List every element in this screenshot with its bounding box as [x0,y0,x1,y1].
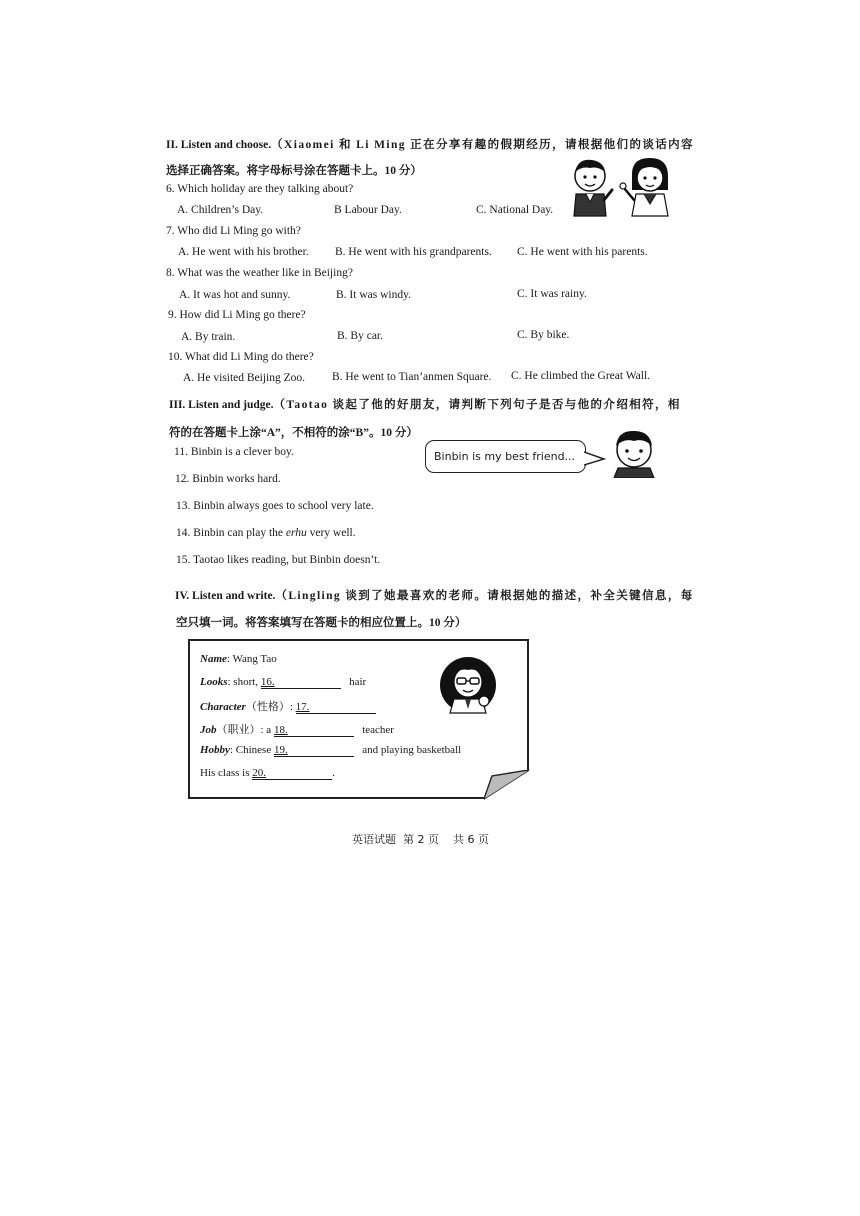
section-2-instruction-line1: （Xiaomei 和 Li Ming 正在分享有趣的假期经历，请根据他们的谈话内容 [271,139,694,151]
question-9: 9. How did Li Ming go there? [168,309,306,321]
section-3-instruction-line2: 符的在答题卡上涂“A”，不相符的涂“B”。10 分） [169,427,418,439]
q6-option-a: A. Children’s Day. [177,204,264,216]
page-footer: 英语试题 第 2 页 共 6 页 [352,833,489,846]
blank-20: 20. [252,767,332,780]
q8-option-a: A. It was hot and sunny. [179,289,291,301]
question-10: 10. What did Li Ming do there? [168,351,314,363]
statement-11: 11. Binbin is a clever boy. [174,446,294,458]
card-looks-post: hair [349,676,367,688]
card-class-row [200,767,335,780]
teacher-wang-tao-icon [436,655,500,715]
section-3-heading [169,396,681,412]
girl-icon [620,158,668,216]
question-7: 7. Who did Li Ming go with? [166,225,301,237]
section-3-title: III. Listen and judge. [169,399,274,411]
card-character-pre: （性格）: [245,701,296,713]
blank-18: 18. [274,724,354,737]
card-hobby-post: and playing basketball [362,744,462,756]
section-4-heading [175,587,694,603]
statement-14-pre: 14. Binbin can play the [176,527,286,539]
q10-option-a: A. He visited Beijing Zoo. [183,372,306,384]
card-looks-row [200,676,366,689]
card-curled-corner [484,770,530,800]
q9-option-b: B. By car. [337,330,383,342]
card-character-row [200,698,376,714]
section-4-instruction-line2: 空只填一词。将答案填写在答题卡的相应位置上。10 分） [176,617,467,629]
statement-14-erhu: erhu [285,527,307,539]
card-job-post: teacher [362,724,394,736]
question-8: 8. What was the weather like in Beijing? [166,267,353,279]
blank-17: 17. [296,701,376,714]
section-2-instruction-line2: 选择正确答案。将字母标号涂在答题卡上。10 分） [166,165,422,177]
card-class-pre: His class is [200,767,253,779]
q9-option-a: A. By train. [181,331,236,343]
section-2-title: II. Listen and choose. [166,139,272,151]
statement-15: 15. Taotao likes reading, but Binbin doesn’t. [176,554,381,566]
statement-12: 12. Binbin works hard. [175,473,281,485]
q7-option-b: B. He went with his grandparents. [335,246,492,258]
card-looks-key: Looks [200,676,228,688]
card-name-key: Name [200,653,227,665]
blank-16: 16. [261,676,341,689]
q9-option-c: C. By bike. [517,329,570,341]
question-6: 6. Which holiday are they talking about? [166,183,354,195]
section-4-title: IV. Listen and write. [175,590,276,602]
statement-14 [176,527,356,539]
card-hobby-row [200,744,461,757]
card-name-value: : Wang Tao [226,653,277,665]
boy-icon [574,160,612,216]
speech-bubble [425,440,586,473]
q6-option-c: C. National Day. [476,204,554,216]
card-character-key: Character [200,701,246,713]
card-class-post: . [332,767,335,779]
blank-19: 19. [274,744,354,757]
two-children-illustration [568,156,674,218]
section-2-heading [166,136,694,152]
card-hobby-pre: : Chinese [229,744,274,756]
q10-option-c: C. He climbed the Great Wall. [511,370,651,382]
card-job-row [200,721,394,737]
taotao-boy-icon [606,428,662,478]
q8-option-c: C. It was rainy. [517,288,587,300]
q8-option-b: B. It was windy. [336,289,411,301]
section-4-instruction-line1: （Lingling 谈到了她最喜欢的老师。请根据她的描述，补全关键信息，每 [275,590,694,602]
card-job-key: Job [200,724,217,736]
card-looks-pre: : short, [227,676,261,688]
section-3-instruction-line1: （Taotao 谈起了他的好朋友，请判断下列句子是否与他的介绍相符，相 [273,399,681,411]
q6-option-b: B Labour Day. [334,204,402,216]
statement-13: 13. Binbin always goes to school very late. [176,500,374,512]
card-hobby-key: Hobby [200,744,230,756]
card-job-pre: （职业）: a [216,724,274,736]
card-name-row [200,653,277,665]
bubble-tail [584,450,606,468]
q7-option-c: C. He went with his parents. [517,246,648,258]
q10-option-b: B. He went to Tian’anmen Square. [332,371,492,383]
q7-option-a: A. He went with his brother. [178,246,309,258]
speech-bubble-text: Binbin is my best friend... [434,450,576,463]
statement-14-post: very well. [306,527,356,539]
